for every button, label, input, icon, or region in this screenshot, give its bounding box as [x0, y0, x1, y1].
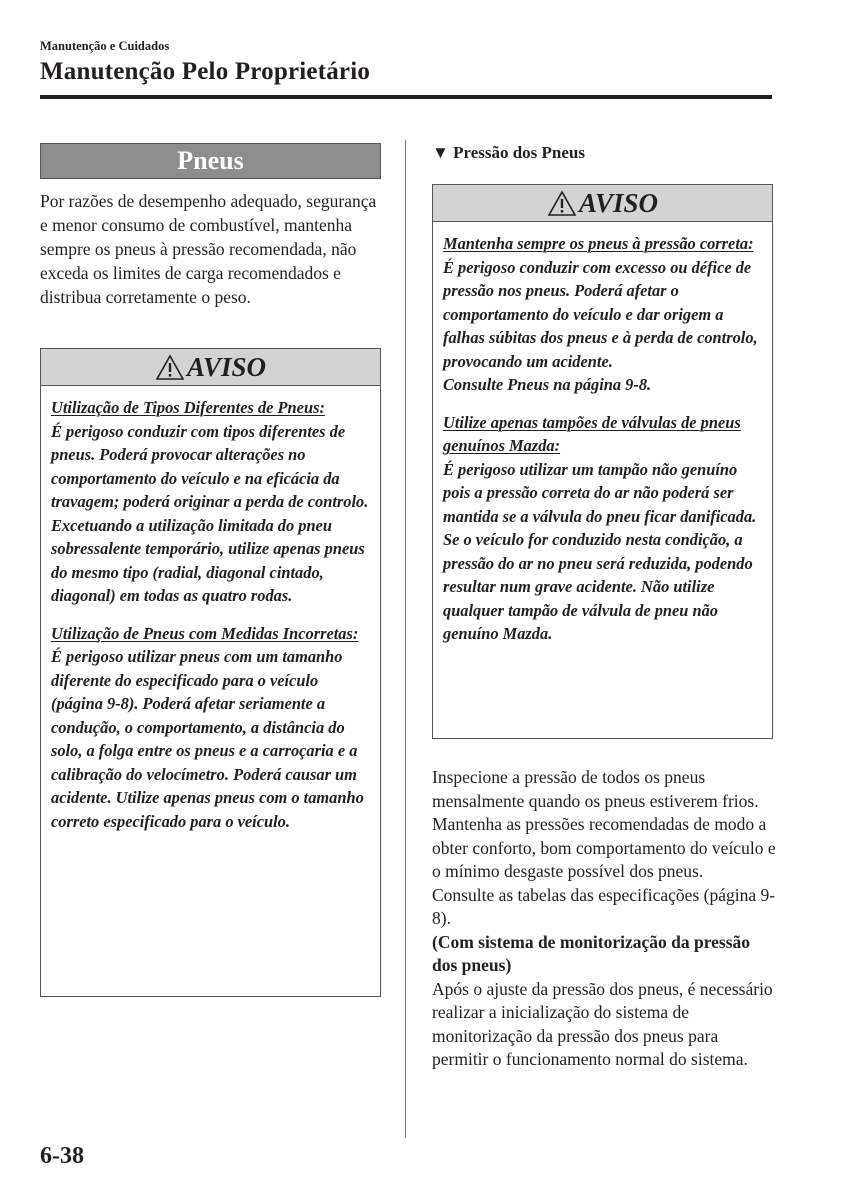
- column-divider: [405, 140, 406, 1138]
- page-number: 6-38: [40, 1143, 84, 1169]
- warning-header: [41, 349, 380, 386]
- warning-item-title: Utilização de Pneus com Medidas Incorretas:: [51, 623, 359, 643]
- bold-heading: (Com sistema de monitorização da pressão dos pneus): [432, 931, 751, 975]
- warning-triangle-icon: [155, 354, 185, 381]
- subheading-pressao: [432, 143, 585, 163]
- paragraph: Após o ajuste da pressão dos pneus, é necessário realizar a inicialização do sistema de monitorização da pressão dos pneus para permitir o funcionamento normal do sistema.: [432, 978, 773, 1069]
- warning-item-text: É perigoso utilizar pneus com um tamanho diferente do especificado para o veículo (página 9-8). Poderá afetar seriamente a condução, o comportamento, a distância do solo, a folga entre os pneus e a carroçaria e a calibração do velocímetro. Poderá causar um acidente. Utilize apenas pneus com o tamanho correto especificado para o veículo.: [51, 647, 364, 831]
- warning-item-text: É perigoso utilizar um tampão não genuíno pois a pressão correta do ar não poderá ser mantida se a válvula do pneu ficar danificada. Se o veículo for conduzido nesta condição, a pressão do ar no pneu será reduzida, podendo resultar num grave acidente. Não utilize qualquer tampão de válvula de pneu não genuíno Mazda.: [443, 459, 757, 643]
- warning-item-text: É perigoso conduzir com excesso ou déficе de pressão nos pneus. Poderá afetar o comportamento do veículo e dar origem a falhas súbitas dos pneus e à perda de controlo, provocando um acidente.: [443, 257, 758, 371]
- warning-label: AVISO: [578, 188, 659, 218]
- warning-header: [433, 185, 772, 222]
- warning-item-reference: Consulte Pneus na página 9-8.: [443, 375, 652, 394]
- section-label: Manutenção e Cuidados: [40, 39, 170, 53]
- warning-body: [41, 386, 380, 833]
- title-rule: [40, 95, 772, 99]
- pneus-heading: Pneus: [40, 143, 381, 179]
- paragraph: Consulte as tabelas das especificações (página 9-8).: [432, 884, 776, 928]
- pressure-text: [432, 766, 777, 1072]
- intro-paragraph: Por razões de desempenho adequado, segurança e menor consumo de combustível, mantenha sempre os pneus à pressão recomendada, não exceda os limites de carga recomendados e distribua corretamente o peso.: [40, 191, 377, 307]
- subheading-text: Pressão dos Pneus: [453, 143, 586, 162]
- warning-box-right: [432, 184, 773, 739]
- page-title: Manutenção Pelo Proprietário: [40, 58, 371, 85]
- warning-label: AVISO: [186, 352, 267, 382]
- paragraph: Inspecione a pressão de todos os pneus mensalmente quando os pneus estiverem frios. Mantenha as pressões recomendadas de modo a obter conforto, bom comportamento do veículo e o mínimo desgaste possível dos pneus.: [432, 767, 776, 881]
- warning-triangle-icon: [547, 190, 577, 217]
- warning-item-title: Mantenha sempre os pneus à pressão correta:: [443, 234, 754, 253]
- warning-item-title: Utilização de Tipos Diferentes de Pneus:: [51, 398, 325, 417]
- warning-item-title: Utilize apenas tampões de válvulas de pneus genuínos Mazda:: [443, 412, 741, 455]
- warning-body: [433, 222, 772, 646]
- triangle-down-icon: ▼: [432, 143, 449, 162]
- warning-item-text: É perigoso conduzir com tipos diferentes de pneus. Poderá provocar alterações no comportamento do veículo e na eficácia da travagem; poderá originar a perda de controlo. Excetuando a utilização limitada do pneu sobressalente temporário, utilize apenas pneus do mesmo tipo (radial, diagonal cintado, diagonal) em todas as quatro rodas.: [51, 421, 369, 605]
- warning-box-left: [40, 348, 381, 997]
